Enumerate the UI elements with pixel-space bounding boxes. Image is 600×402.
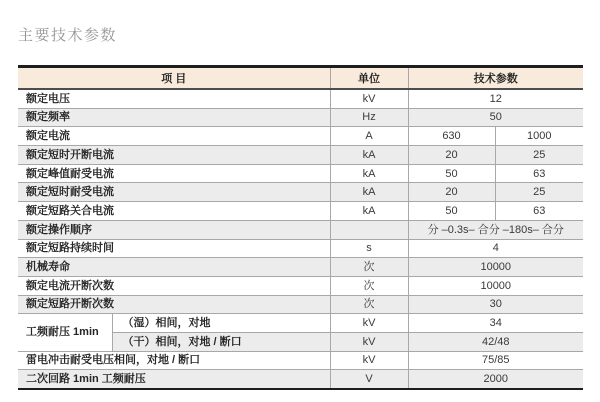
table-row xyxy=(18,164,583,183)
item-cell: 额定峰值耐受电流 xyxy=(26,167,114,180)
value-cell: 4 xyxy=(408,239,583,258)
unit-cell: V xyxy=(330,370,408,389)
unit-cell xyxy=(330,220,408,239)
item-cell: 二次回路 1min 工频耐压 xyxy=(26,373,146,386)
item-cell-merged: 工频耐压 1min xyxy=(18,314,112,351)
item-cell: 额定电流 xyxy=(26,130,70,143)
table-row xyxy=(18,127,583,146)
item-cell: 额定频率 xyxy=(26,111,70,124)
item-cell: 额定操作顺序 xyxy=(26,223,92,236)
value-cell: 10000 xyxy=(408,258,583,277)
sub-item-cell: （湿）相间，对地 xyxy=(112,314,330,333)
table-row xyxy=(18,202,583,221)
value-cell: 42/48 xyxy=(408,332,583,351)
value-cell: 2000 xyxy=(408,370,583,389)
unit-cell: kV xyxy=(330,332,408,351)
value-cell: 30 xyxy=(408,295,583,314)
page-title: 主要技术参数 xyxy=(18,27,118,44)
unit-cell: A xyxy=(330,127,408,146)
unit-cell: 次 xyxy=(330,276,408,295)
item-cell: 额定电流开断次数 xyxy=(26,279,114,292)
value-cell: 25 xyxy=(495,183,583,202)
value-cell: 25 xyxy=(495,146,583,165)
table-row xyxy=(18,370,583,389)
unit-cell: kV xyxy=(330,351,408,370)
table-row xyxy=(18,146,583,165)
item-cell: 额定短时开断电流 xyxy=(26,148,114,161)
unit-cell: kA xyxy=(330,164,408,183)
header-item: 项 目 xyxy=(18,67,330,90)
unit-cell: kA xyxy=(330,202,408,221)
item-cell: 额定电压 xyxy=(26,92,70,105)
value-cell: 20 xyxy=(408,183,495,202)
item-cell: 额定短路开断次数 xyxy=(26,298,114,311)
unit-cell: kV xyxy=(330,89,408,108)
value-cell: 50 xyxy=(408,108,583,127)
unit-cell: Hz xyxy=(330,108,408,127)
spec-table xyxy=(18,65,583,390)
value-cell: 10000 xyxy=(408,276,583,295)
unit-cell: 次 xyxy=(330,258,408,277)
item-cell: 额定短路关合电流 xyxy=(26,204,114,217)
value-cell: 20 xyxy=(408,146,495,165)
table-row xyxy=(18,314,583,333)
table-row xyxy=(18,258,583,277)
value-cell: 63 xyxy=(495,164,583,183)
table-row xyxy=(18,183,583,202)
table-row xyxy=(18,220,583,239)
value-cell: 50 xyxy=(408,164,495,183)
value-cell: 75/85 xyxy=(408,351,583,370)
value-cell: 630 xyxy=(408,127,495,146)
table-row xyxy=(18,239,583,258)
sub-item-cell: （干）相间，对地 / 断口 xyxy=(112,332,330,351)
table-row xyxy=(18,89,583,108)
value-cell: 分 –0.3s– 合分 –180s– 合分 xyxy=(408,220,583,239)
header-params: 技术参数 xyxy=(408,67,583,90)
table-row xyxy=(18,276,583,295)
item-cell: 额定短路持续时间 xyxy=(26,242,114,255)
table-row xyxy=(18,295,583,314)
unit-cell: 次 xyxy=(330,295,408,314)
table-row xyxy=(18,108,583,127)
item-cell: 机械寿命 xyxy=(26,260,70,273)
unit-cell: s xyxy=(330,239,408,258)
value-cell: 34 xyxy=(408,314,583,333)
table-row xyxy=(18,351,583,370)
unit-cell: kV xyxy=(330,314,408,333)
value-cell: 63 xyxy=(495,202,583,221)
item-cell: 雷电冲击耐受电压相间，对地 / 断口 xyxy=(26,354,201,367)
value-cell: 12 xyxy=(408,89,583,108)
table-header-row xyxy=(18,67,583,90)
header-unit: 单位 xyxy=(330,67,408,90)
value-cell: 1000 xyxy=(495,127,583,146)
item-cell: 额定短时耐受电流 xyxy=(26,186,114,199)
value-cell: 50 xyxy=(408,202,495,221)
unit-cell: kA xyxy=(330,183,408,202)
unit-cell: kA xyxy=(330,146,408,165)
